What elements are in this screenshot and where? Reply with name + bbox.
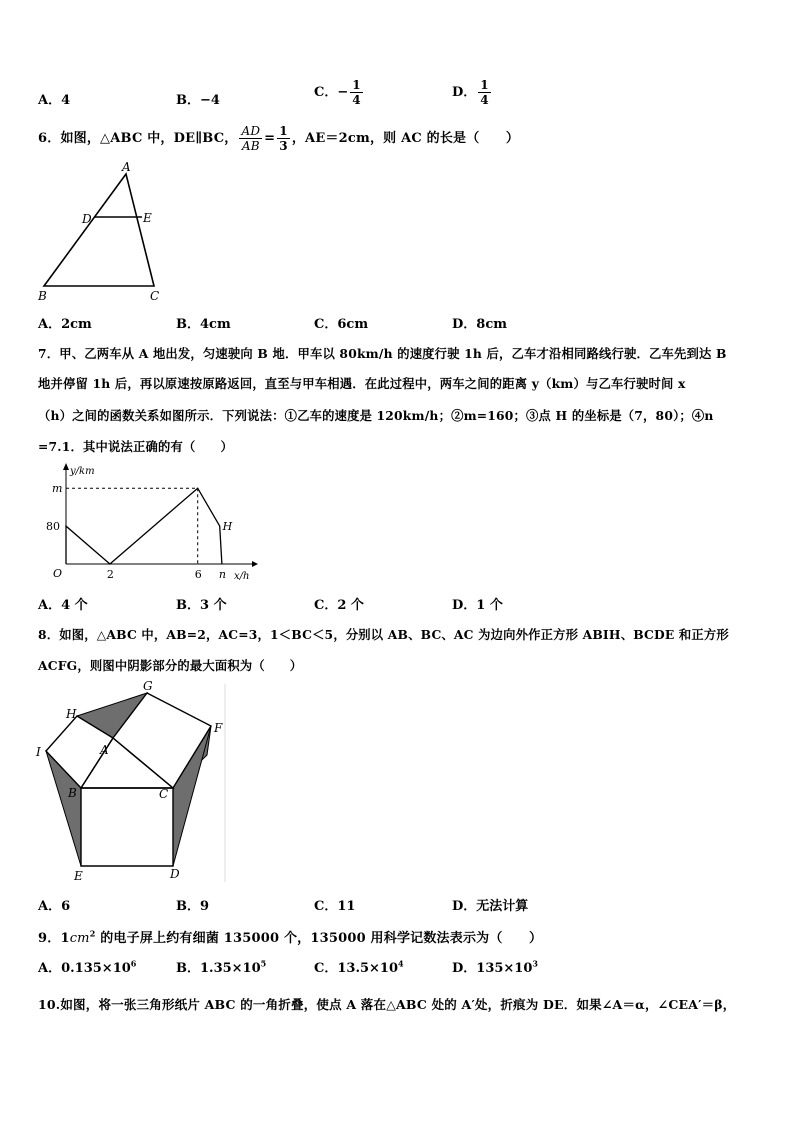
option-letter: A． (38, 961, 62, 976)
option-letter: B． (176, 961, 200, 976)
q8-line-1: 8．如图，△ABC 中，AB=2，AC=3，1＜BC＜5，分别以 AB、BC、AC 为边向外作正方形 ABIH、BCDE 和正方形 (38, 627, 729, 642)
q8-option-c (314, 895, 355, 914)
option-text: 无法计算 (476, 899, 529, 914)
option-text: 11 (337, 899, 356, 914)
chart-marks (46, 482, 233, 581)
q6-fraction (239, 124, 262, 153)
option-exponent: 4 (398, 958, 404, 969)
label-b: B (68, 786, 77, 800)
q7-line-3: （h）之间的函数关系如图所示．下列说法：①乙车的速度是 120km/h；②m=160；③点 H 的坐标是（7，80）；④n (38, 408, 714, 423)
q5-option-b (176, 89, 220, 108)
option-letter: C． (314, 899, 338, 914)
x-axis-arrow (252, 561, 258, 567)
label-i: I (36, 745, 41, 759)
label-f: F (214, 721, 223, 735)
label-c: C (150, 289, 160, 303)
option-text: 9 (200, 899, 210, 914)
option-letter: C． (314, 961, 338, 976)
fraction (478, 78, 490, 107)
triangle-abc (44, 174, 154, 286)
y-tick-label-m: m (52, 482, 63, 496)
option-letter: A． (38, 317, 62, 332)
q8-option-a (38, 895, 70, 914)
q9-unit-exponent: 2 (89, 928, 96, 939)
q8-option-b (176, 895, 209, 914)
fraction-numerator: AD (241, 124, 261, 138)
q10-stem: 10.如图，将一张三角形纸片 ABC 的一角折叠，使点 A 落在△ABC 处的 A′处，折痕为 DE．如果∠A＝α，∠CEA′＝β， (38, 997, 736, 1012)
q9-suffix: 的电子屏上约有细菌 135000 个，135000 用科学记数法表示为（ ） (95, 931, 543, 946)
option-letter: A． (38, 598, 62, 613)
label-g: G (143, 679, 153, 693)
q6-ratio (277, 124, 290, 153)
q9-unit: cm (69, 931, 90, 946)
fraction-denominator: 4 (352, 93, 361, 107)
x-tick-label-n: n (218, 568, 226, 581)
x-tick-label-2: 2 (106, 568, 114, 581)
label-e: E (74, 869, 83, 883)
q8-line-2: ACFG，则图中阴影部分的最大面积为（ ） (38, 658, 303, 673)
q6-suffix: ，AE＝2cm，则 AC 的长是（ ） (291, 131, 520, 146)
option-text: 8cm (476, 317, 507, 332)
label-c: C (159, 787, 169, 801)
option-exponent: 6 (130, 958, 137, 969)
q9-option-b (176, 957, 266, 976)
option-text: −4 (200, 93, 220, 108)
q5-option-d (452, 78, 493, 107)
q9-option-d (452, 957, 538, 976)
q7-option-c (314, 594, 364, 613)
q9-option-c (314, 957, 404, 976)
q6-option-b (176, 313, 231, 332)
q8-squares-figure (30, 676, 240, 886)
q7-option-b (176, 594, 227, 613)
x-tick-label-6: 6 (194, 568, 202, 581)
option-letter: C． (314, 598, 338, 613)
label-a: A (122, 160, 131, 174)
option-text: 4 (61, 93, 71, 108)
y-tick-label-80: 80 (46, 520, 60, 534)
minus-sign: − (337, 85, 349, 100)
option-letter: B． (176, 317, 200, 332)
label-h: H (66, 707, 77, 721)
fraction-numerator: 1 (480, 78, 489, 92)
label-a: A (100, 743, 109, 757)
q7-line-1: 7．甲、乙两车从 A 地出发，匀速驶向 B 地．甲车以 80km/h 的速度行驶 1h 后，乙车才沿相同路线行驶．乙车先到达 B (38, 346, 727, 361)
option-base: 1.35×10 (200, 961, 261, 976)
option-text: 1 个 (476, 598, 503, 613)
x-tick-label-origin: O (53, 567, 63, 580)
q8-option-d (452, 895, 528, 914)
label-b: B (38, 289, 47, 303)
option-letter: B． (176, 598, 200, 613)
option-letter: D． (452, 85, 477, 100)
q9-option-a (38, 957, 136, 976)
option-exponent: 3 (532, 958, 538, 969)
option-exponent: 5 (260, 958, 267, 969)
q9-stem (38, 927, 542, 946)
fraction (350, 78, 362, 107)
label-d: D (82, 212, 92, 226)
fraction-denominator: 3 (279, 139, 288, 153)
q6-triangle-figure (30, 158, 170, 306)
q7-option-d (452, 594, 503, 613)
fraction-denominator: 4 (480, 93, 489, 107)
option-letter: D． (452, 317, 477, 332)
option-base: 135×10 (476, 961, 533, 976)
equals-sign: = (264, 131, 276, 146)
q6-stem (38, 124, 519, 153)
option-text: 3 个 (200, 598, 227, 613)
q5-option-a (38, 89, 70, 108)
option-text: 4 个 (61, 598, 88, 613)
option-letter: B． (176, 899, 200, 914)
point-label-h: H (222, 520, 233, 534)
x-axis-label: x/h (234, 571, 250, 582)
option-letter: C． (314, 85, 338, 100)
option-letter: D． (452, 598, 477, 613)
option-base: 0.135×10 (61, 961, 131, 976)
option-letter: C． (314, 317, 338, 332)
option-letter: D． (452, 899, 477, 914)
q6-prefix: 6．如图，△ABC 中，DE∥BC， (38, 131, 238, 146)
fraction-denominator: AB (241, 139, 260, 153)
label-e: E (143, 211, 152, 225)
label-d: D (170, 867, 180, 881)
q5-option-c (314, 78, 365, 107)
q7-distance-time-chart (40, 462, 270, 584)
q7-option-a (38, 594, 88, 613)
y-axis-arrow (63, 463, 69, 470)
fraction-numerator: 1 (352, 78, 361, 92)
q6-option-c (314, 313, 368, 332)
q6-option-a (38, 313, 92, 332)
q7-line-4: =7.1．其中说法正确的有（ ） (38, 439, 233, 454)
option-base: 13.5×10 (337, 961, 399, 976)
option-text: 4cm (200, 317, 231, 332)
option-letter: B． (176, 93, 200, 108)
option-letter: A． (38, 93, 62, 108)
option-text: 6cm (337, 317, 369, 332)
q6-option-d (452, 313, 507, 332)
q9-prefix: 9．1 (38, 931, 70, 946)
option-text: 2cm (61, 317, 92, 332)
option-text: 6 (61, 899, 71, 914)
series-line (66, 488, 222, 564)
fraction-numerator: 1 (279, 124, 288, 138)
y-axis-label: y/km (70, 466, 95, 477)
option-text: 2 个 (337, 598, 364, 613)
option-letter: A． (38, 899, 62, 914)
option-letter: D． (452, 961, 477, 976)
q7-line-2: 地并停留 1h 后，再以原速按原路返回，直至与甲车相遇．在此过程中，两车之间的距离 y（km）与乙车行驶时间 x (38, 376, 686, 391)
